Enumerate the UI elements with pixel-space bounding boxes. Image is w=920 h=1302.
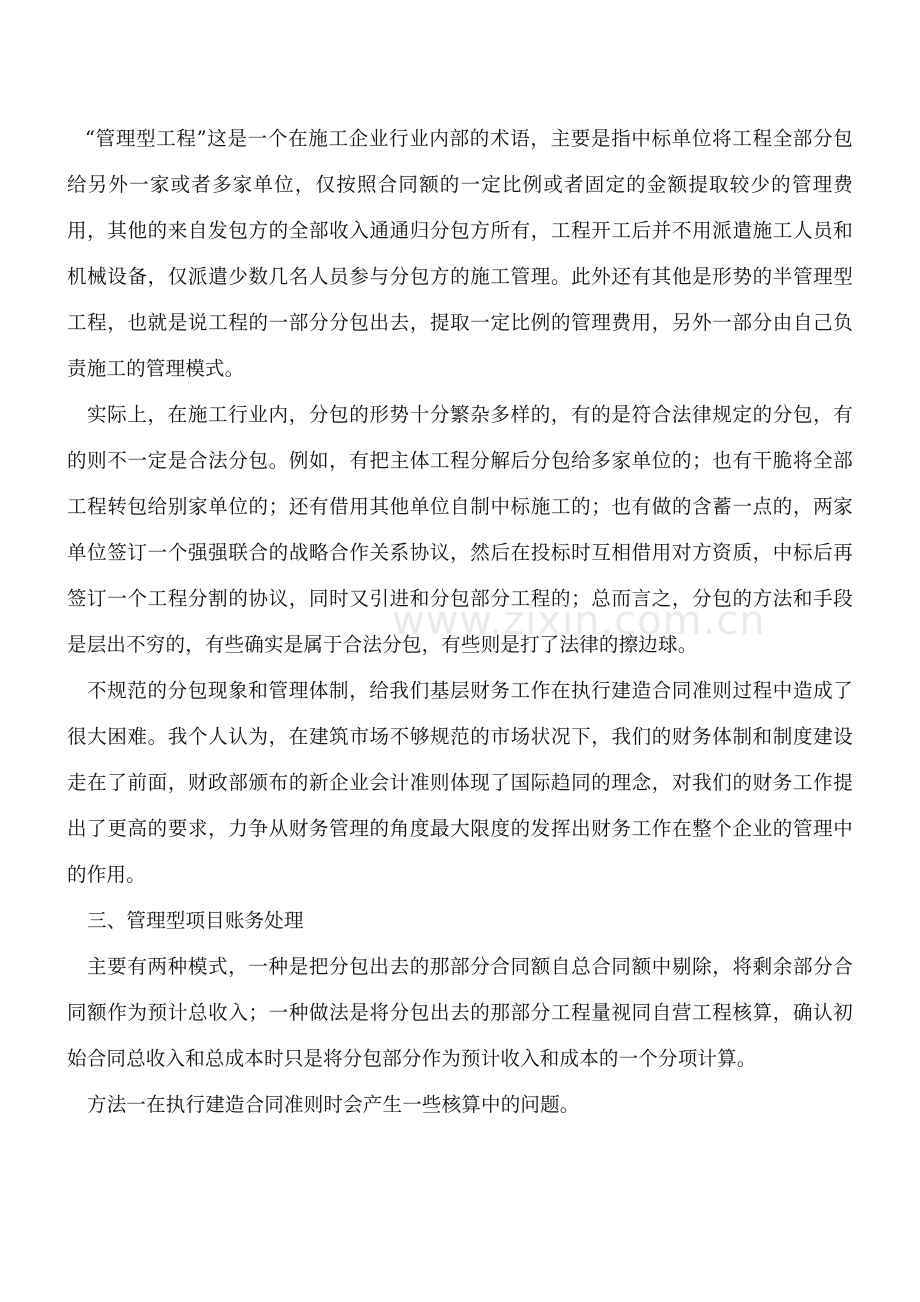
section-heading-accounting: 三、管理型项目账务处理 <box>87 909 304 932</box>
document-body <box>67 116 853 1128</box>
paragraph-finance-difficulties: 不规范的分包现象和管理体制，给我们基层财务工作在执行建造合同准则过程中造成了很大困难。我个人认为，在建筑市场不够规范的市场状况下，我们的财务体制和制度建设走在了前面，财政部颁布的新企业会计准则体现了国际趋同的理念，对我们的财务工作提出了更高的要求，力争从财务管理的角度最大限度的发挥出财务工作在整个企业的管理中的作用。 <box>67 679 853 886</box>
paragraph-method-one: 方法一在执行建造合同准则时会产生一些核算中的问题。 <box>87 1093 580 1116</box>
watermark-text: www.zixin.com.cn <box>392 598 766 644</box>
paragraph-subcontracting-forms: 实际上，在施工行业内，分包的形势十分繁杂多样的，有的是符合法律规定的分包，有的则不一定是合法分包。例如，有把主体工程分解后分包给多家单位的；也有干脆将全部工程转包给别家单位的；还有借用其他单位自制中标施工的；也有做的含蓄一点的，两家单位签订一个强强联合的战略合作关系协议，然后在投标时互相借用对方资质，中标后再签订一个工程分割的协议，同时又引进和分包部分工程的；总而言之，分包的方法和手段是层出不穷的，有些确实是属于合法分包，有些则是打了法律的擦边球。 <box>67 403 853 656</box>
paragraph-two-models: 主要有两种模式，一种是把分包出去的那部分合同额自总合同额中剔除，将剩余部分合同额作为预计总收入；一种做法是将分包出去的那部分工程量视同自营工程核算，确认初始合同总收入和总成本时只是将分包部分作为预计收入和成本的一个分项计算。 <box>67 955 853 1070</box>
paragraph-management-project-definition: “管理型工程”这是一个在施工企业行业内部的术语，主要是指中标单位将工程全部分包给另外一家或者多家单位，仅按照合同额的一定比例或者固定的金额提取较少的管理费用，其他的来自发包方的全部收入通通归分包方所有，工程开工后并不用派遣施工人员和机械设备，仅派遣少数几名人员参与分包方的施工管理。此外还有其他是形势的半管理型工程，也就是说工程的一部分分包出去，提取一定比例的管理费用，另外一部分由自己负责施工的管理模式。 <box>67 127 853 380</box>
